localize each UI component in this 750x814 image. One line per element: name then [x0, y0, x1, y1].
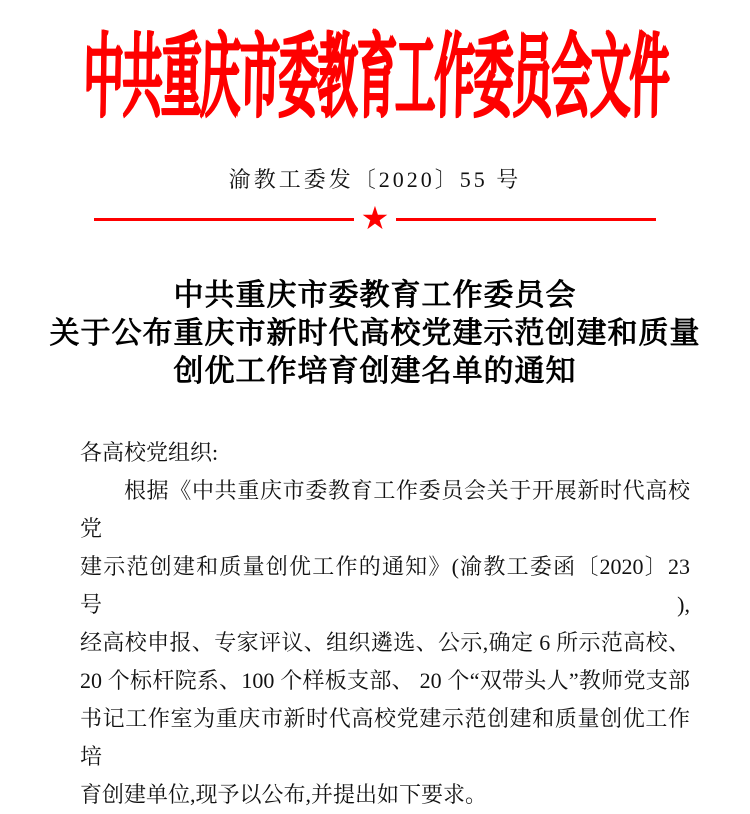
title-line-1: 中共重庆市委教育工作委员会 [173, 279, 577, 312]
divider-line-right [396, 218, 656, 221]
body-line: 育创建单位,现予以公布,并提出如下要求。 [80, 782, 488, 807]
star-icon: ★ [360, 200, 390, 236]
document-number: 渝教工委发〔2020〕55 号 [228, 167, 522, 192]
body-line: 书记工作室为重庆市新时代高校党建示范创建和质量创优工作培 [80, 706, 690, 769]
divider-line-left [94, 218, 354, 221]
masthead-title: 中共重庆市委教育工作委员会文件 [81, 25, 669, 129]
body-line: 根据《中共重庆市委教育工作委员会关于开展新时代高校党 [80, 478, 690, 541]
document-title [0, 277, 750, 391]
body-line: 建示范创建和质量创优工作的通知》(渝教工委函〔2020〕23 号), [80, 554, 690, 617]
document-page [0, 25, 750, 807]
red-divider [94, 200, 656, 236]
body-line: 经高校申报、专家评议、组织遴选、公示,确定 6 所示范高校、 [80, 630, 690, 655]
title-line-3: 创优工作培育创建名单的通知 [173, 355, 577, 388]
salutation: 各高校党组织: [80, 440, 219, 465]
document-body [0, 434, 750, 814]
body-line: 20 个标杆院系、100 个样板支部、 20 个“双带头人”教师党支部 [80, 668, 690, 693]
red-masthead [0, 25, 750, 129]
title-line-2: 关于公布重庆市新时代高校党建示范创建和质量 [49, 317, 701, 350]
